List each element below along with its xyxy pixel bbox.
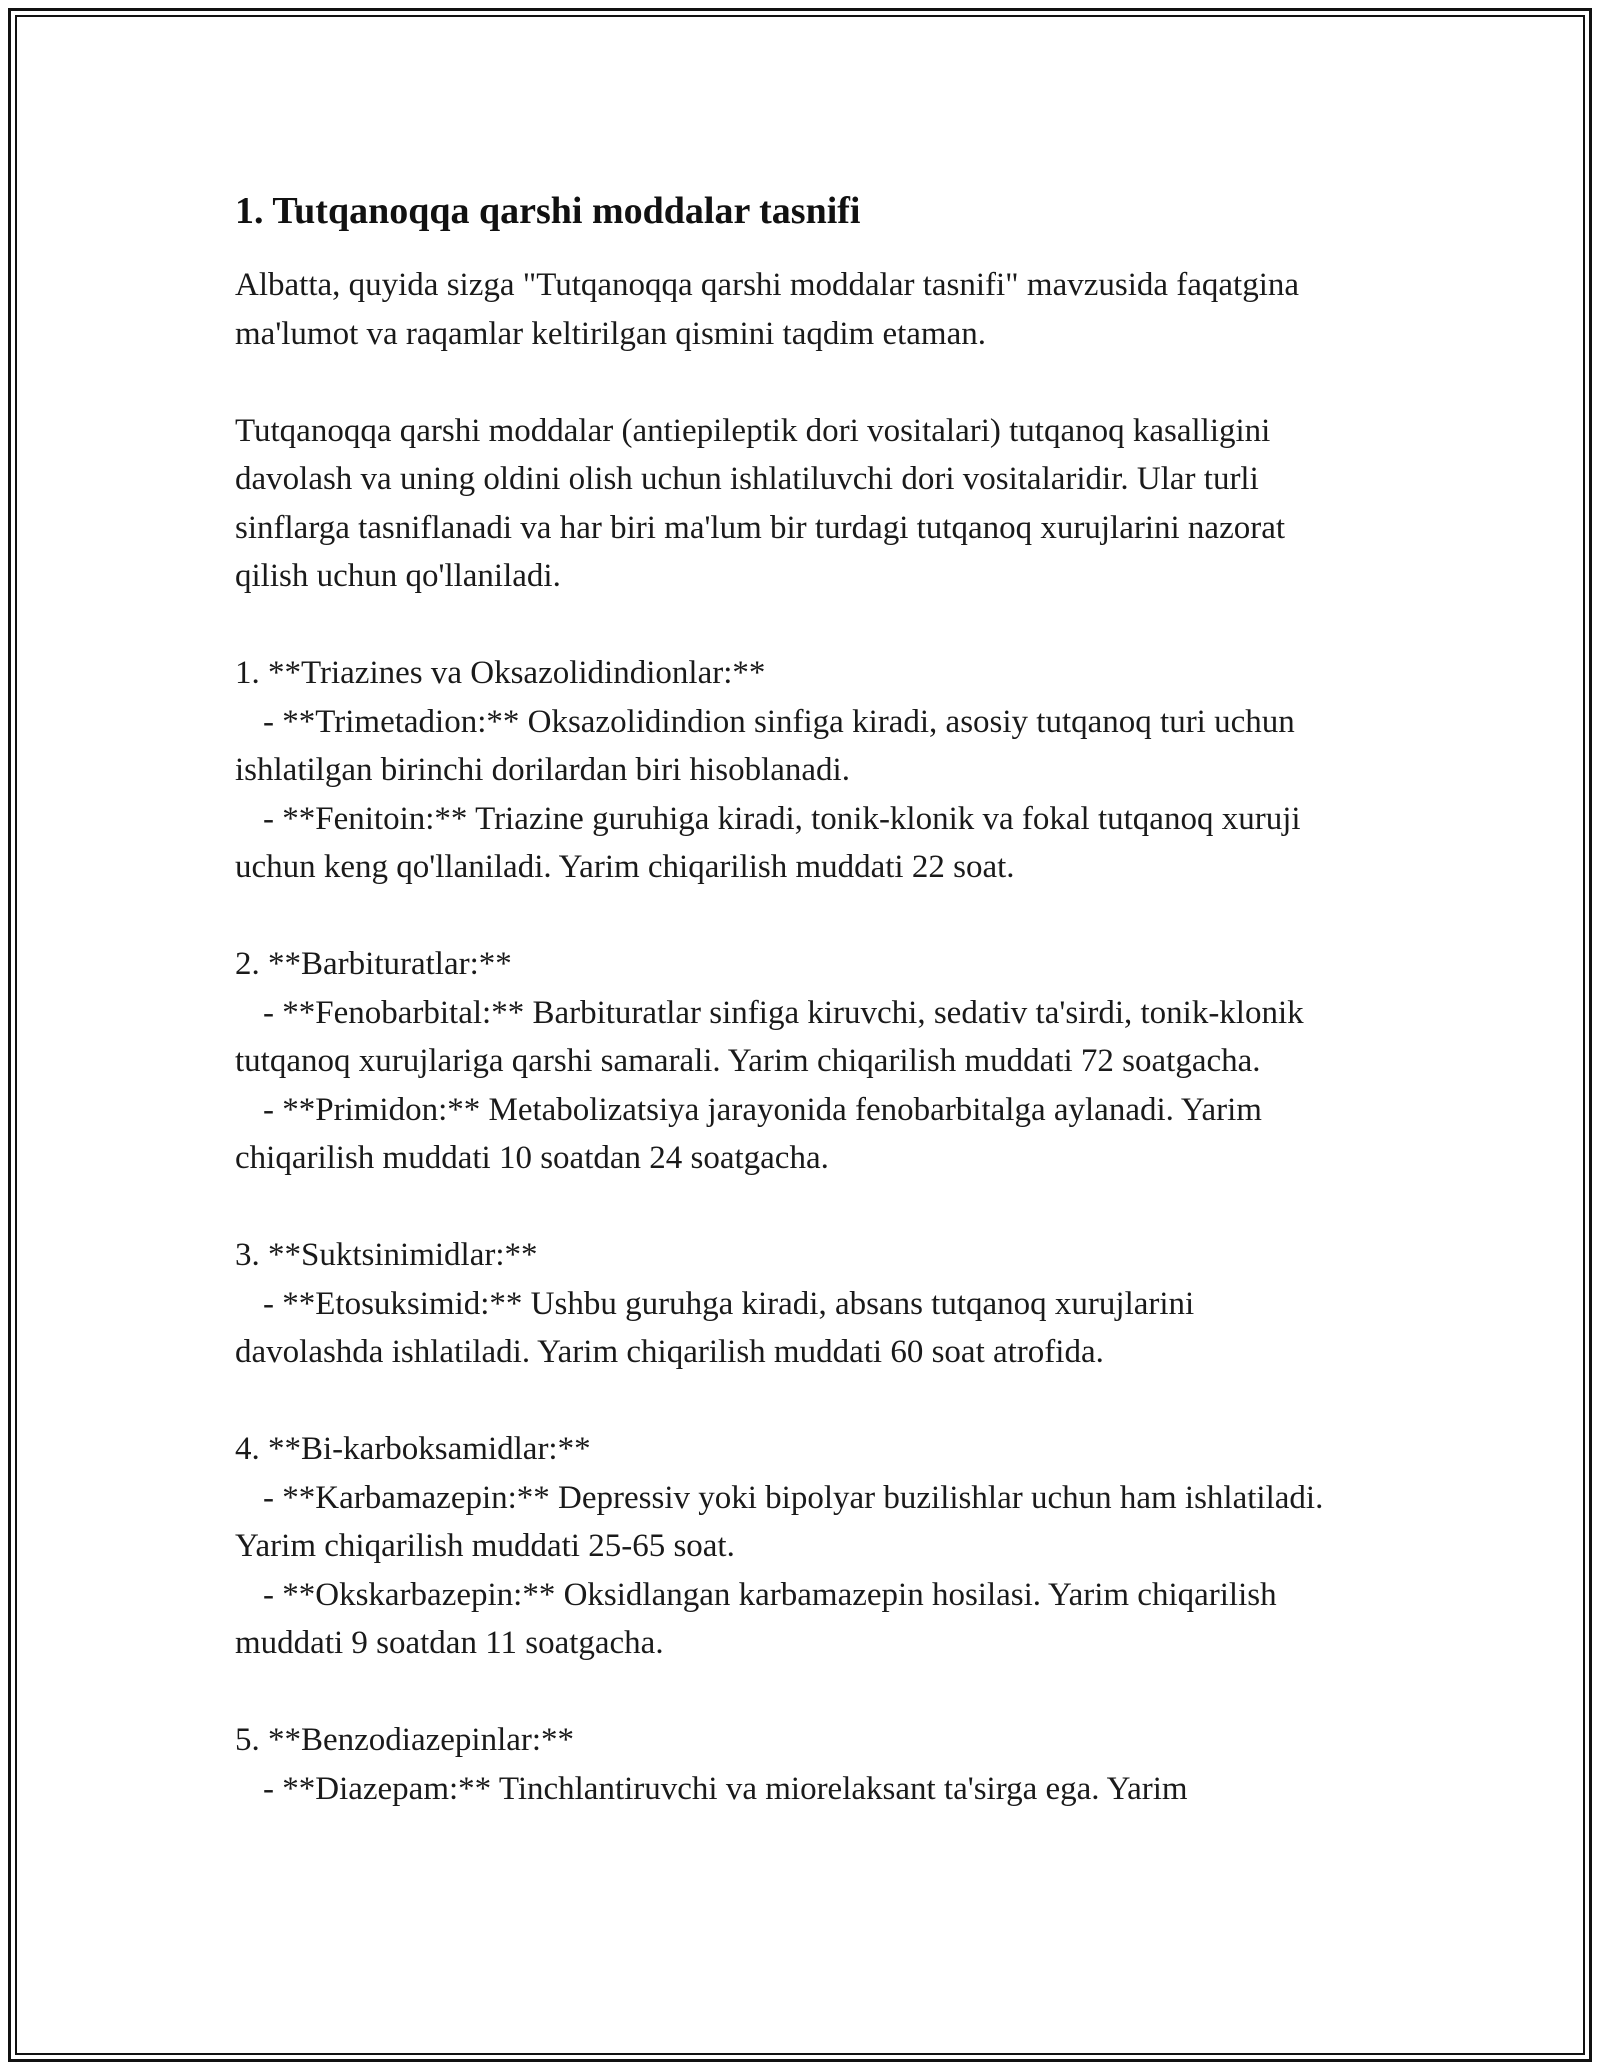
drug-item-text: - **Fenobarbital:** Barbituratlar sinfiga kiruvchi, sedativ ta'sirdi, tonik-klonik tutqanoq xurujlariga qarshi samarali. Yarim chiqarilish muddati 72 soatgacha. xyxy=(235,994,1304,1079)
drug-item xyxy=(235,1765,1345,1814)
intro-paragraph: Albatta, quyida sizga "Tutqanoqqa qarshi moddalar tasnifi" mavzusida faqatgina ma'lumot va raqamlar keltirilgan qismini taqdim etaman. xyxy=(235,267,1300,352)
document-body xyxy=(235,187,1345,1862)
drug-item-text: - **Diazepam:** Tinchlantiruvchi va miorelaksant ta'sirga ega. Yarim xyxy=(263,1770,1188,1807)
intro-paragraph: Tutqanoqqa qarshi moddalar (antiepileptik dori vositalari) tutqanoq kasalligini davolash va uning oldini olish uchun ishlatiluvchi dori vositalaridir. Ular turli sinflarga tasniflanadi va har biri ma'lum bir turdagi tutqanoq xurujlarini nazorat qilish uchun qo'llaniladi. xyxy=(235,412,1286,594)
drug-class-section xyxy=(235,1231,1345,1377)
drug-class-heading: 1. **Triazines va Oksazolidindionlar:** xyxy=(235,655,766,691)
drug-item xyxy=(235,989,1345,1086)
drug-item-text: - **Trimetadion:** Oksazolidindion sinfiga kiradi, asosiy tutqanoq turi uchun ishlatilgan birinchi dorilardan biri hisoblanadi. xyxy=(235,703,1295,788)
drug-item xyxy=(235,1086,1345,1183)
drug-item-text: - **Primidon:** Metabolizatsiya jarayonida fenobarbitalga aylanadi. Yarim chiqarilish muddati 10 soatdan 24 soatgacha. xyxy=(235,1091,1262,1176)
drug-class-heading: 5. **Benzodiazepinlar:** xyxy=(235,1722,575,1758)
drug-item-text: - **Fenitoin:** Triazine guruhiga kiradi, tonik-klonik va fokal tutqanoq xuruji uchun keng qo'llaniladi. Yarim chiqarilish muddati 22 soat. xyxy=(235,800,1301,885)
drug-class-section xyxy=(235,649,1345,892)
drug-class-heading: 4. **Bi-karboksamidlar:** xyxy=(235,1431,591,1467)
drug-class-heading: 3. **Suktsinimidlar:** xyxy=(235,1237,538,1273)
drug-item xyxy=(235,698,1345,795)
drug-item xyxy=(235,1474,1345,1571)
drug-item xyxy=(235,1280,1345,1377)
drug-item xyxy=(235,795,1345,892)
drug-item-text: - **Okskarbazepin:** Oksidlangan karbamazepin hosilasi. Yarim chiqarilish muddati 9 soatdan 11 soatgacha. xyxy=(235,1576,1277,1661)
drug-item-text: - **Karbamazepin:** Depressiv yoki bipolyar buzilishlar uchun ham ishlatiladi. Yarim chiqarilish muddati 25-65 soat. xyxy=(235,1479,1324,1564)
document-title: 1. Tutqanoqqa qarshi moddalar tasnifi xyxy=(235,190,861,232)
drug-class-section xyxy=(235,1716,1345,1813)
drug-item xyxy=(235,1571,1345,1668)
drug-class-section xyxy=(235,940,1345,1183)
drug-item-text: - **Etosuksimid:** Ushbu guruhga kiradi, absans tutqanoq xurujlarini davolashda ishlatiladi. Yarim chiqarilish muddati 60 soat atrofida. xyxy=(235,1285,1195,1370)
drug-class-heading: 2. **Barbituratlar:** xyxy=(235,946,512,982)
drug-class-section xyxy=(235,1425,1345,1668)
